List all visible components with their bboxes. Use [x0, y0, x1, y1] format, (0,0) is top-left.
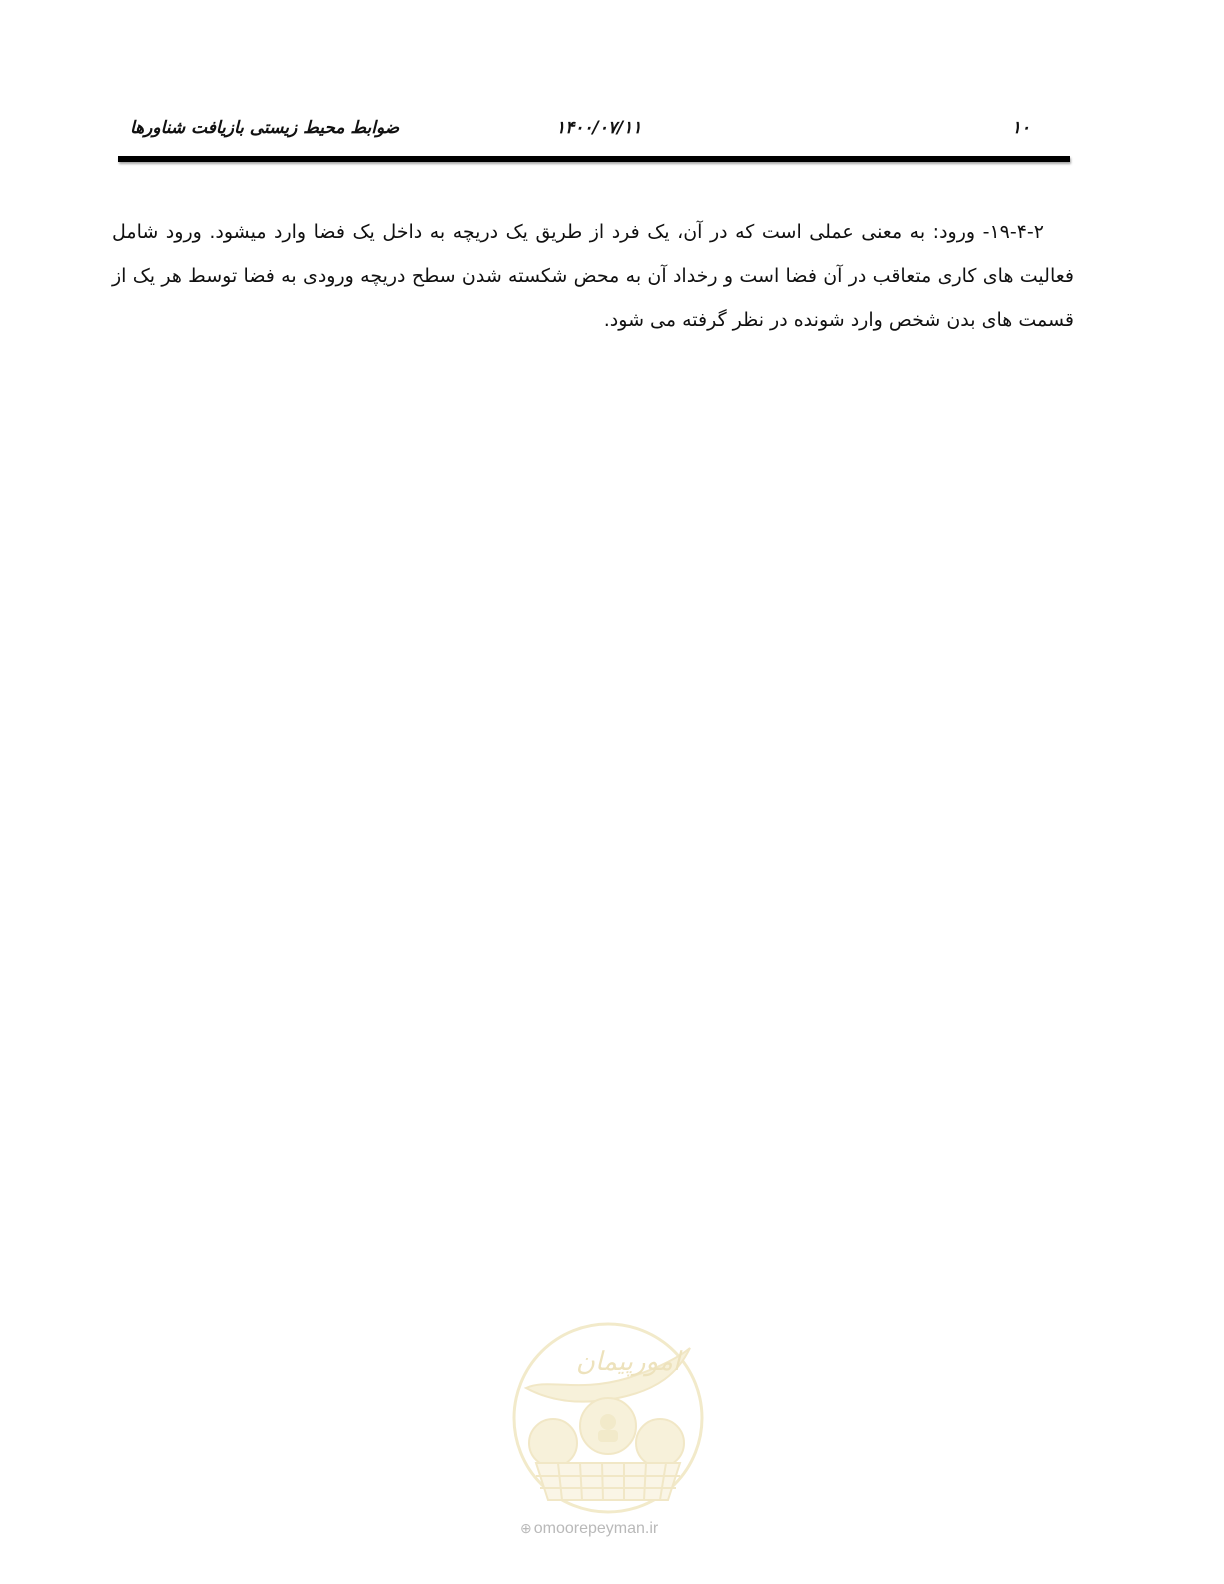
page-number: ۱۰: [1011, 118, 1030, 138]
header-date: ۱۴۰۰/۰۷/۱۱: [556, 118, 642, 138]
paragraph: ۱۹-۴-۲- ورود: به معنی عملی است که در آن، یک فرد از طریق یک دریچه به داخل یک فضا وارد میشود. ورود شامل فعالیت های کاری متعاقب در آن فضا است و رخداد آن به محض شکسته شدن سطح دریچه ورودی به فضا توسط هر یک از قسمت های بدن شخص وارد شونده در نظر گرفته می شود.: [112, 221, 1074, 331]
header-rule: [118, 156, 1070, 162]
watermark-logo-text: امورپیمان: [575, 1347, 681, 1377]
watermark-logo: [508, 1318, 708, 1518]
watermark-url: [520, 1520, 658, 1538]
body-text: [112, 210, 1074, 342]
document-title: ضوابط محیط زیستی بازیافت شناورها: [130, 118, 400, 138]
globe-icon: ⊕: [520, 1520, 532, 1536]
page-header: [118, 112, 1068, 148]
watermark-url-text: omoorepeyman.ir: [533, 1520, 659, 1537]
